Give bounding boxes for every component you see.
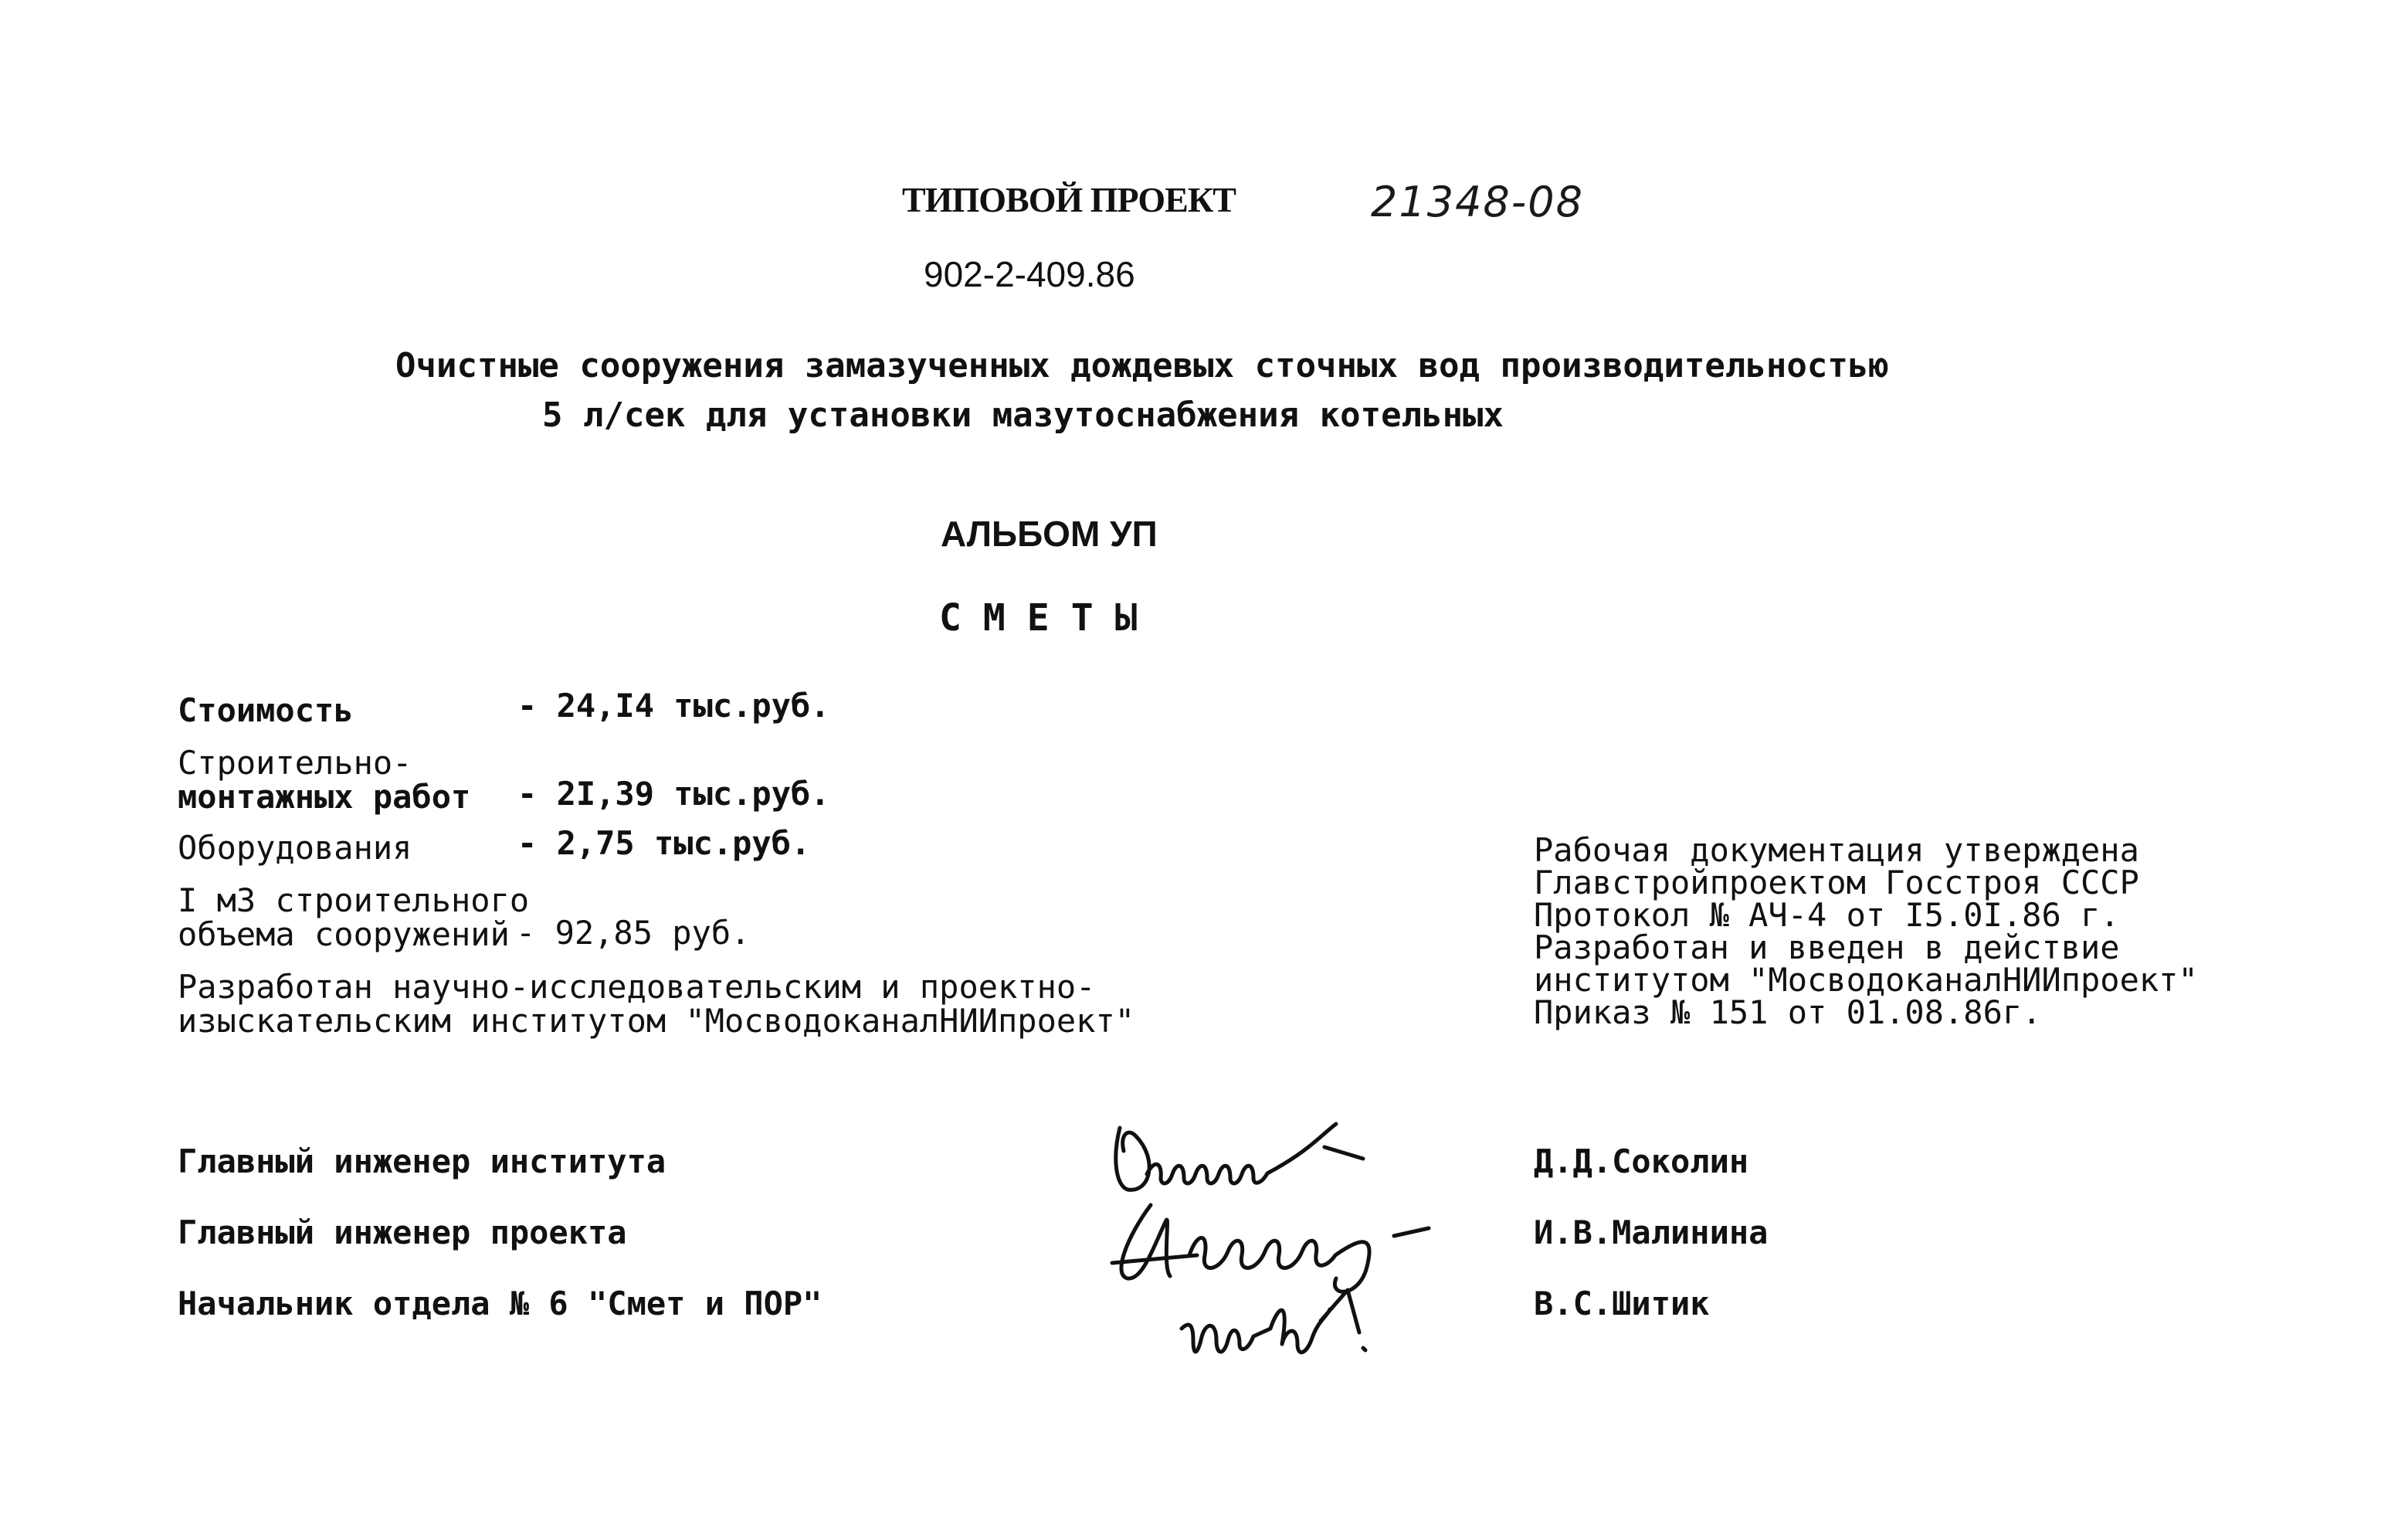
- cost-equipment-value: - 2,75 тыс.руб.: [517, 824, 811, 862]
- description-line-2: 5 л/сек для установки мазутоснабжения котельных: [542, 395, 1504, 435]
- cost-construction-value: - 2I,39 тыс.руб.: [517, 775, 830, 813]
- cost-construction-label-line-2: монтажных работ: [178, 778, 471, 816]
- description-line-1: Очистные сооружения замазученных дождевых сточных вод производительностью: [395, 346, 1889, 385]
- cost-construction-label-line-1: Строительно-: [178, 744, 412, 782]
- cost-per-m3-value: - 92,85 руб.: [516, 914, 751, 952]
- approval-block: [1534, 831, 2198, 1031]
- project-label: ТИПОВОЙ ПРОЕКТ: [902, 180, 1236, 219]
- cost-equipment-label: Оборудования: [178, 829, 412, 867]
- cost-per-m3-label: [178, 881, 530, 953]
- approval-line-2: Главстройпроектом Госстроя СССР: [1534, 864, 2139, 901]
- signatory-position-1: Главный инженер института: [178, 1142, 666, 1180]
- approval-line-1: Рабочая документация утверждена: [1534, 831, 2139, 869]
- approval-line-3: Протокол № АЧ-4 от I5.0I.86 г.: [1534, 896, 2120, 934]
- section-title: СМЕТЫ: [939, 596, 1159, 640]
- signatory-name-2: И.В.Малинина: [1534, 1214, 1769, 1251]
- cost-per-m3-label-line-2: объема сооружений: [178, 915, 510, 953]
- signatory-position-3: Начальник отдела № 6 "Смет и ПОР": [178, 1285, 822, 1322]
- cost-construction-label: [178, 746, 470, 814]
- developer-note: [178, 970, 1134, 1038]
- approval-line-4: Разработан и введен в действие: [1534, 928, 2120, 966]
- approval-line-6: Приказ № 151 от 01.08.86г.: [1534, 993, 2042, 1031]
- approval-line-5: институтом "МосводоканалНИИпроект": [1534, 961, 2198, 999]
- cost-total-label: Стоимость: [178, 691, 354, 729]
- signatory-position-2: Главный инженер проекта: [178, 1214, 627, 1251]
- developer-line-2: изыскательским институтом "МосводоканалНИИпроект": [178, 1002, 1135, 1040]
- developer-line-1: Разработан научно-исследовательским и проектно-: [178, 968, 1096, 1006]
- handwritten-project-number: 21348-08: [1371, 178, 1584, 226]
- signatory-name-3: В.С.Шитик: [1534, 1285, 1710, 1322]
- cost-total-value: - 24,I4 тыс.руб.: [517, 687, 830, 725]
- signature-3: [1166, 1275, 1444, 1367]
- album-title: АЛЬБОМ УП: [941, 514, 1158, 554]
- cost-per-m3-label-line-1: I м3 строительного: [178, 881, 530, 919]
- project-code: 902-2-409.86: [924, 254, 1135, 294]
- signatory-name-1: Д.Д.Соколин: [1534, 1142, 1749, 1180]
